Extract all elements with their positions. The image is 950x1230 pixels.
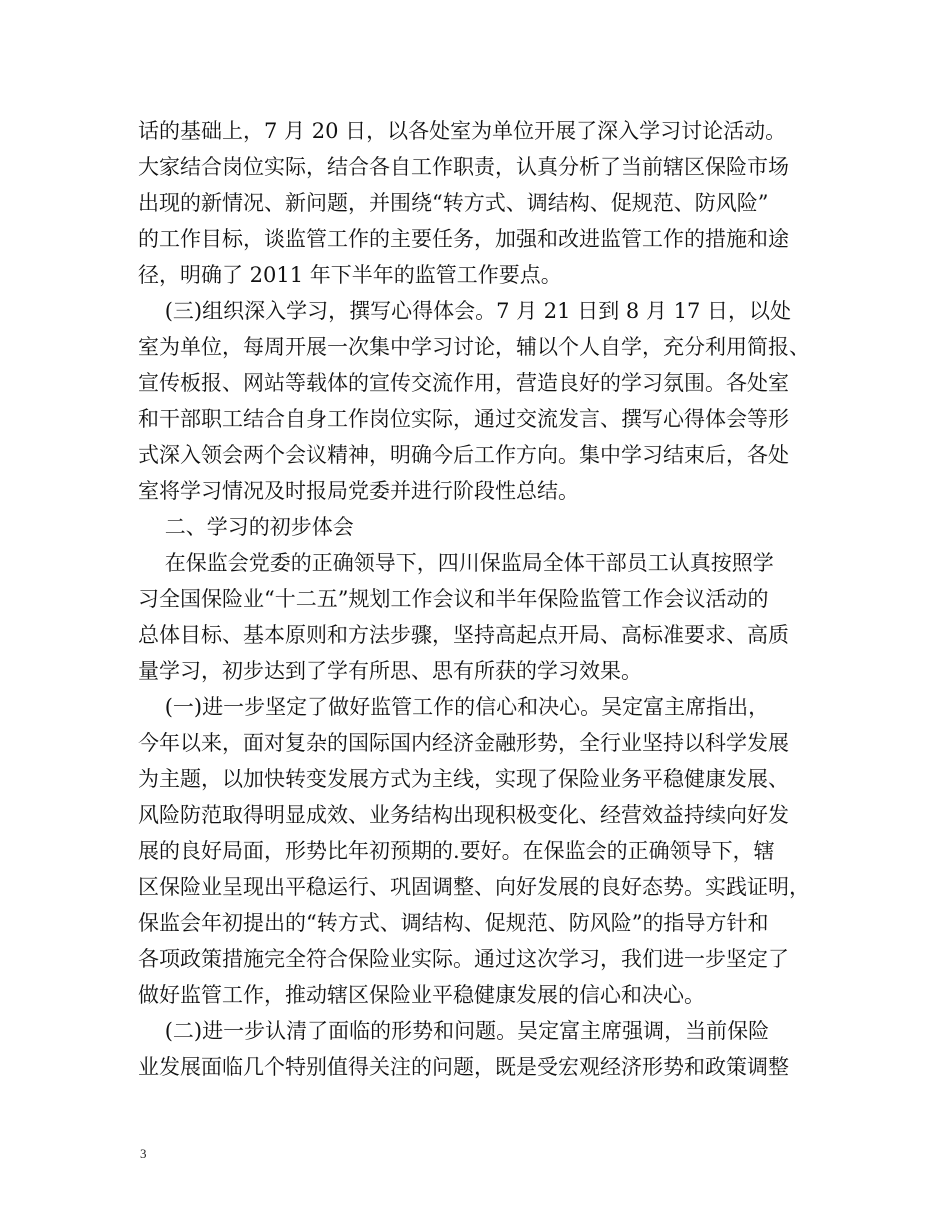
body-text-line: (一)进一步坚定了做好监管工作的信心和决心。吴定富主席指出， xyxy=(138,695,770,719)
body-text-line: 风险防范取得明显成效、业务结构出现积极变化、经营效益持续向好发 xyxy=(138,803,789,827)
body-text-line: 大家结合岗位实际，结合各自工作职责，认真分析了当前辖区保险市场 xyxy=(138,155,789,179)
body-text-line: 各项政策措施完全符合保险业实际。通过这次学习，我们进一步坚定了 xyxy=(138,947,789,971)
body-text-line: (三)组织深入学习，撰写心得体会。7 月 21 日到 8 月 17 日，以处 xyxy=(138,299,791,323)
body-text-line: 总体目标、基本原则和方法步骤，坚持高起点开局、高标准要求、高质 xyxy=(138,623,789,647)
body-text-line: 做好监管工作，推动辖区保险业平稳健康发展的信心和决心。 xyxy=(138,983,705,1007)
section-heading: 二、学习的初步体会 xyxy=(138,515,354,539)
body-text-line: 量学习，初步达到了学有所思、思有所获的学习效果。 xyxy=(138,659,642,683)
body-text-line: 和干部职工结合自身工作岗位实际，通过交流发言、撰写心得体会等形 xyxy=(138,407,789,431)
body-text-line: 业发展面临几个特别值得关注的问题，既是受宏观经济形势和政策调整 xyxy=(138,1055,789,1079)
body-text-line: 为主题，以加快转变发展方式为主线，实现了保险业务平稳健康发展、 xyxy=(138,767,789,791)
body-text-line: 保监会年初提出的“转方式、调结构、促规范、防风险”的指导方针和 xyxy=(138,911,769,935)
body-text-line: (二)进一步认清了面临的形势和问题。吴定富主席强调，当前保险 xyxy=(138,1019,770,1043)
body-text-line: 在保监会党委的正确领导下，四川保监局全体干部员工认真按照学 xyxy=(138,551,774,575)
body-text-line: 的工作目标，谈监管工作的主要任务，加强和改进监管工作的措施和途 xyxy=(138,227,789,251)
body-text-line: 习全国保险业“十二五”规划工作会议和半年保险监管工作会议活动的 xyxy=(138,587,769,611)
body-text-line: 式深入领会两个会议精神，明确今后工作方向。集中学习结束后，各处 xyxy=(138,443,789,467)
body-text-line: 室为单位，每周开展一次集中学习讨论，辅以个人自学，充分利用简报、 xyxy=(138,335,810,359)
body-text-line: 今年以来，面对复杂的国际国内经济金融形势，全行业坚持以科学发展 xyxy=(138,731,789,755)
body-text-line: 话的基础上，7 月 20 日，以各处室为单位开展了深入学习讨论活动。 xyxy=(138,119,787,143)
body-text-line: 展的良好局面，形势比年初预期的.要好。在保监会的正确领导下，辖 xyxy=(138,839,775,863)
body-text-line: 宣传板报、网站等载体的宣传交流作用，营造良好的学习氛围。各处室 xyxy=(138,371,789,395)
body-text-line: 室将学习情况及时报局党委并进行阶段性总结。 xyxy=(138,479,579,503)
body-text-line: 径，明确了 2011 年下半年的监管工作要点。 xyxy=(138,263,562,287)
body-text-line: 出现的新情况、新问题，并围绕“转方式、调结构、促规范、防风险” xyxy=(138,191,769,215)
page-number: 3 xyxy=(140,1146,147,1161)
body-text-line: 区保险业呈现出平稳运行、巩固调整、向好发展的良好态势。实践证明， xyxy=(138,875,810,899)
